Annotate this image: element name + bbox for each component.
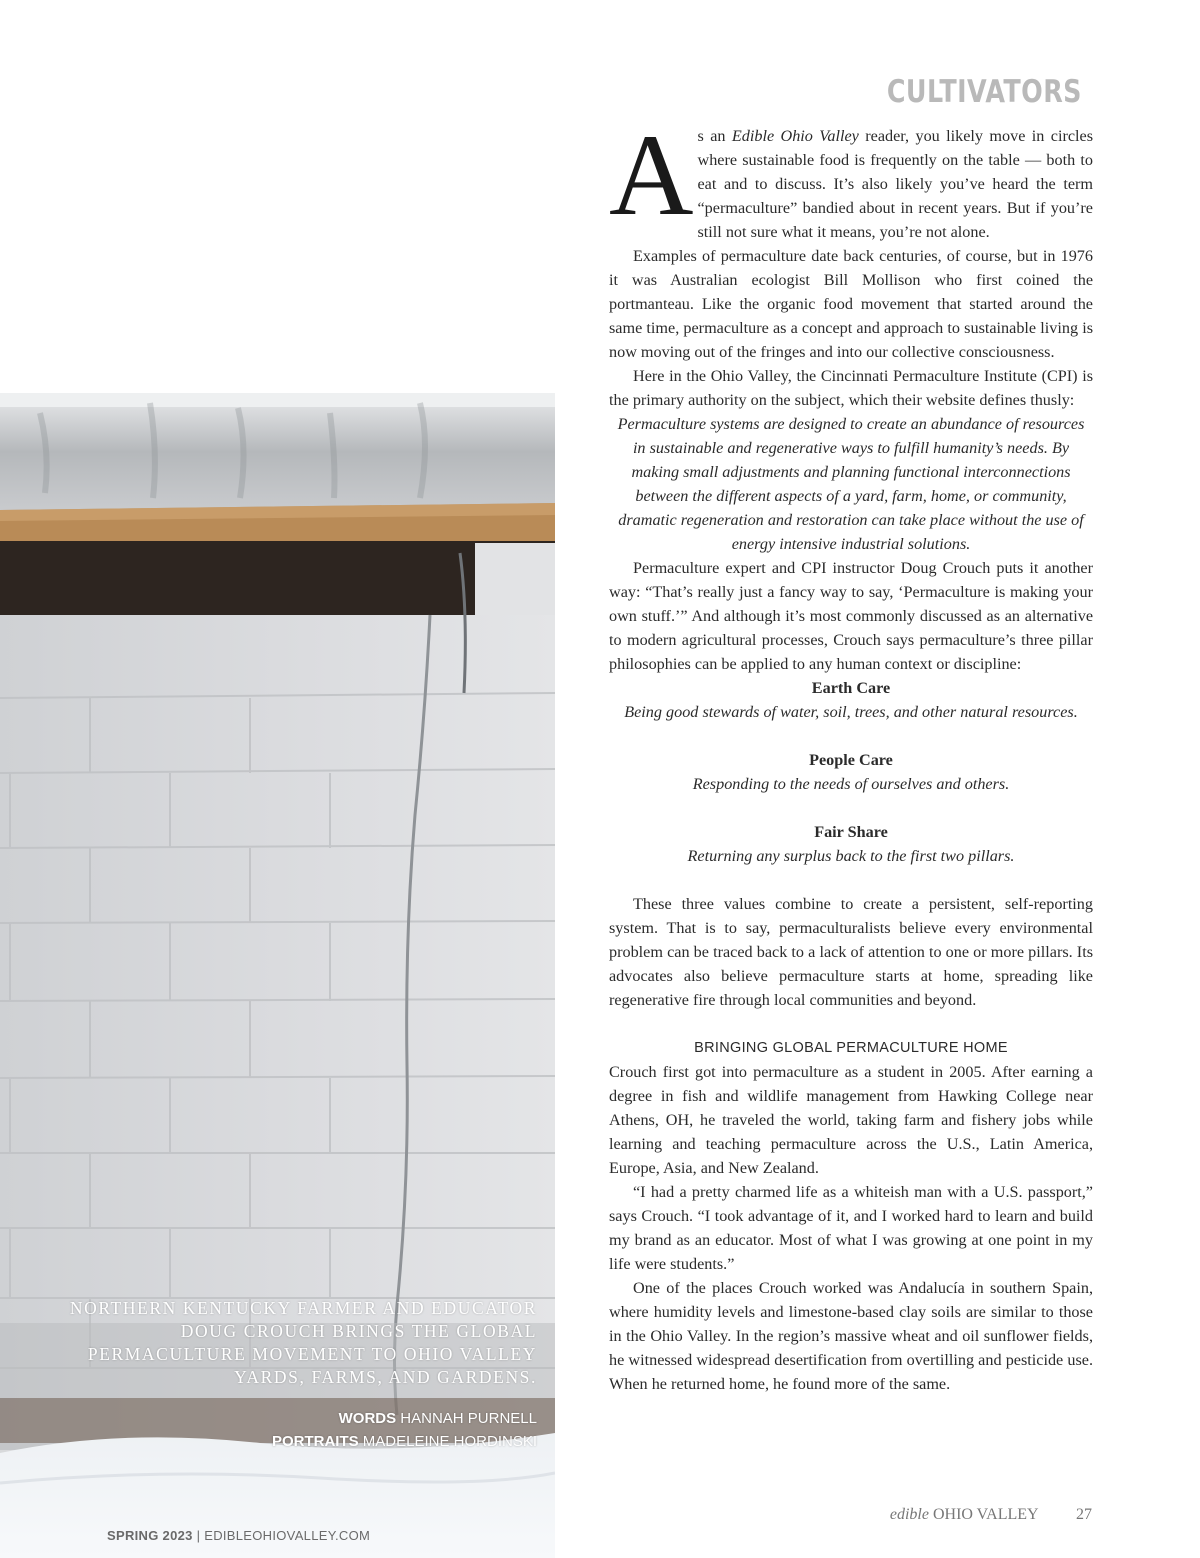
footer-issue xyxy=(107,1528,370,1543)
footer-separator: | xyxy=(196,1528,201,1543)
pillar-people-care xyxy=(609,748,1093,796)
words-name: HANNAH PURNELL xyxy=(400,1410,537,1427)
brand-name: OHIO VALLEY xyxy=(932,1506,1038,1523)
section-label: CULTIVATORS xyxy=(886,74,1082,110)
magazine-title: Edible Ohio Valley xyxy=(731,127,859,145)
paragraph-5: These three values combine to create a persistent, self-reporting system. That is to say, permaculturalists believe every environmental problem can be traced back to a lack of attention to one or more pillars. Its advocates also believe permaculture starts at home, spreading like regenerative fire through local communities and beyond. xyxy=(609,895,1093,1009)
portraits-name: MADELEINE HORDINSKI xyxy=(362,1433,537,1450)
portraits-label: PORTRAITS xyxy=(271,1433,359,1450)
paragraph-6: Crouch first got into permaculture as a student in 2005. After earning a degree in fish and wildlife management from Hawking College near Athens, OH, he traveled the world, taking farm and fishery jobs while learning and teaching permaculture across the U.S., Latin America, Europe, Asia, and New Zealand. xyxy=(609,1063,1093,1177)
pillar-description: Being good stewards of water, soil, trees, and other natural resources. xyxy=(624,703,1078,721)
pillar-earth-care xyxy=(609,676,1093,724)
paragraph-2: Examples of permaculture date back centuries, of course, but in 1976 it was Australian ecologist Bill Mollison who first coined the portmanteau. Like the organic food movement that started around the same time, permaculture as a concept and approach to sustainable living is now moving out of the fringes and into our collective consciousness. xyxy=(609,247,1093,361)
drop-cap: A xyxy=(609,111,694,240)
paragraph-4: Permaculture expert and CPI instructor Doug Crouch puts it another way: “That’s really just a fancy way to say, ‘Permaculture is making your own stuff.’” And although it’s most commonly discussed as an alternative to modern agricultural processes, Crouch says permaculture’s three pillar philosophies can be applied to any human context or discipline: xyxy=(609,559,1093,673)
words-credit xyxy=(272,1407,537,1430)
block-quote: Permaculture systems are designed to create an abundance of resources in sustainable and regenerative ways to fulfill humanity’s needs. By making small adjustments and planning functional interconnections between the different aspects of a yard, farm, home, or community, dramatic regeneration and restoration can take place without the use of energy intensive industrial solutions. xyxy=(617,415,1085,553)
website-link[interactable]: EDIBLEOHIOVALLEY.COM xyxy=(204,1528,371,1543)
article-body xyxy=(609,111,1093,1396)
photo-caption: NORTHERN KENTUCKY FARMER AND EDUCATOR DOUG CROUCH BRINGS THE GLOBAL PERMACULTURE MOVEMENT TO OHIO VALLEY YARDS, FARMS, AND GARDENS. xyxy=(69,1298,537,1387)
brand-edible: edible xyxy=(889,1506,929,1523)
paragraph-7: “I had a pretty charmed life as a whiteish man with a U.S. passport,” says Crouch. “I took advantage of it, and I worked hard to learn and build my brand as an educator. Most of what I was growing at one point in my life were students.” xyxy=(609,1183,1093,1273)
paragraph-1 xyxy=(609,111,1093,244)
section-subheading: BRINGING GLOBAL PERMACULTURE HOME xyxy=(694,1040,1008,1056)
page-number: 27 xyxy=(1076,1506,1092,1523)
pillar-title: People Care xyxy=(809,751,893,769)
footer-brand xyxy=(890,1506,1092,1524)
words-label: WORDS xyxy=(338,1410,397,1427)
portraits-credit xyxy=(272,1430,537,1453)
issue-label: SPRING 2023 xyxy=(107,1528,193,1543)
pillar-title: Fair Share xyxy=(814,823,888,841)
pillar-title: Earth Care xyxy=(811,679,891,697)
p1-start: s an xyxy=(697,127,732,145)
cover-photo xyxy=(0,393,555,1558)
p1-rest: reader, you likely move in circles where sustainable food is frequently on the table — both to eat and to discuss. It’s also likely you’ve heard the term “permaculture” bandied about in recent years. But if you’re still not sure what it means, you’re not alone. xyxy=(697,127,1093,241)
paragraph-8: One of the places Crouch worked was Andalucía in southern Spain, where humidity levels and limestone-based clay soils are similar to those in the Ohio Valley. In the region’s massive wheat and oil sunflower fields, he witnessed widespread desertification from overtilling and pesticide use. When he returned home, he found more of the same. xyxy=(609,1279,1093,1393)
pillar-description: Responding to the needs of ourselves and others. xyxy=(692,775,1010,793)
pillar-fair-share xyxy=(609,820,1093,868)
photo-credits xyxy=(272,1407,537,1453)
paragraph-3: Here in the Ohio Valley, the Cincinnati Permaculture Institute (CPI) is the primary authority on the subject, which their website defines thusly: xyxy=(609,367,1093,409)
pillar-description: Returning any surplus back to the first two pillars. xyxy=(687,847,1015,865)
